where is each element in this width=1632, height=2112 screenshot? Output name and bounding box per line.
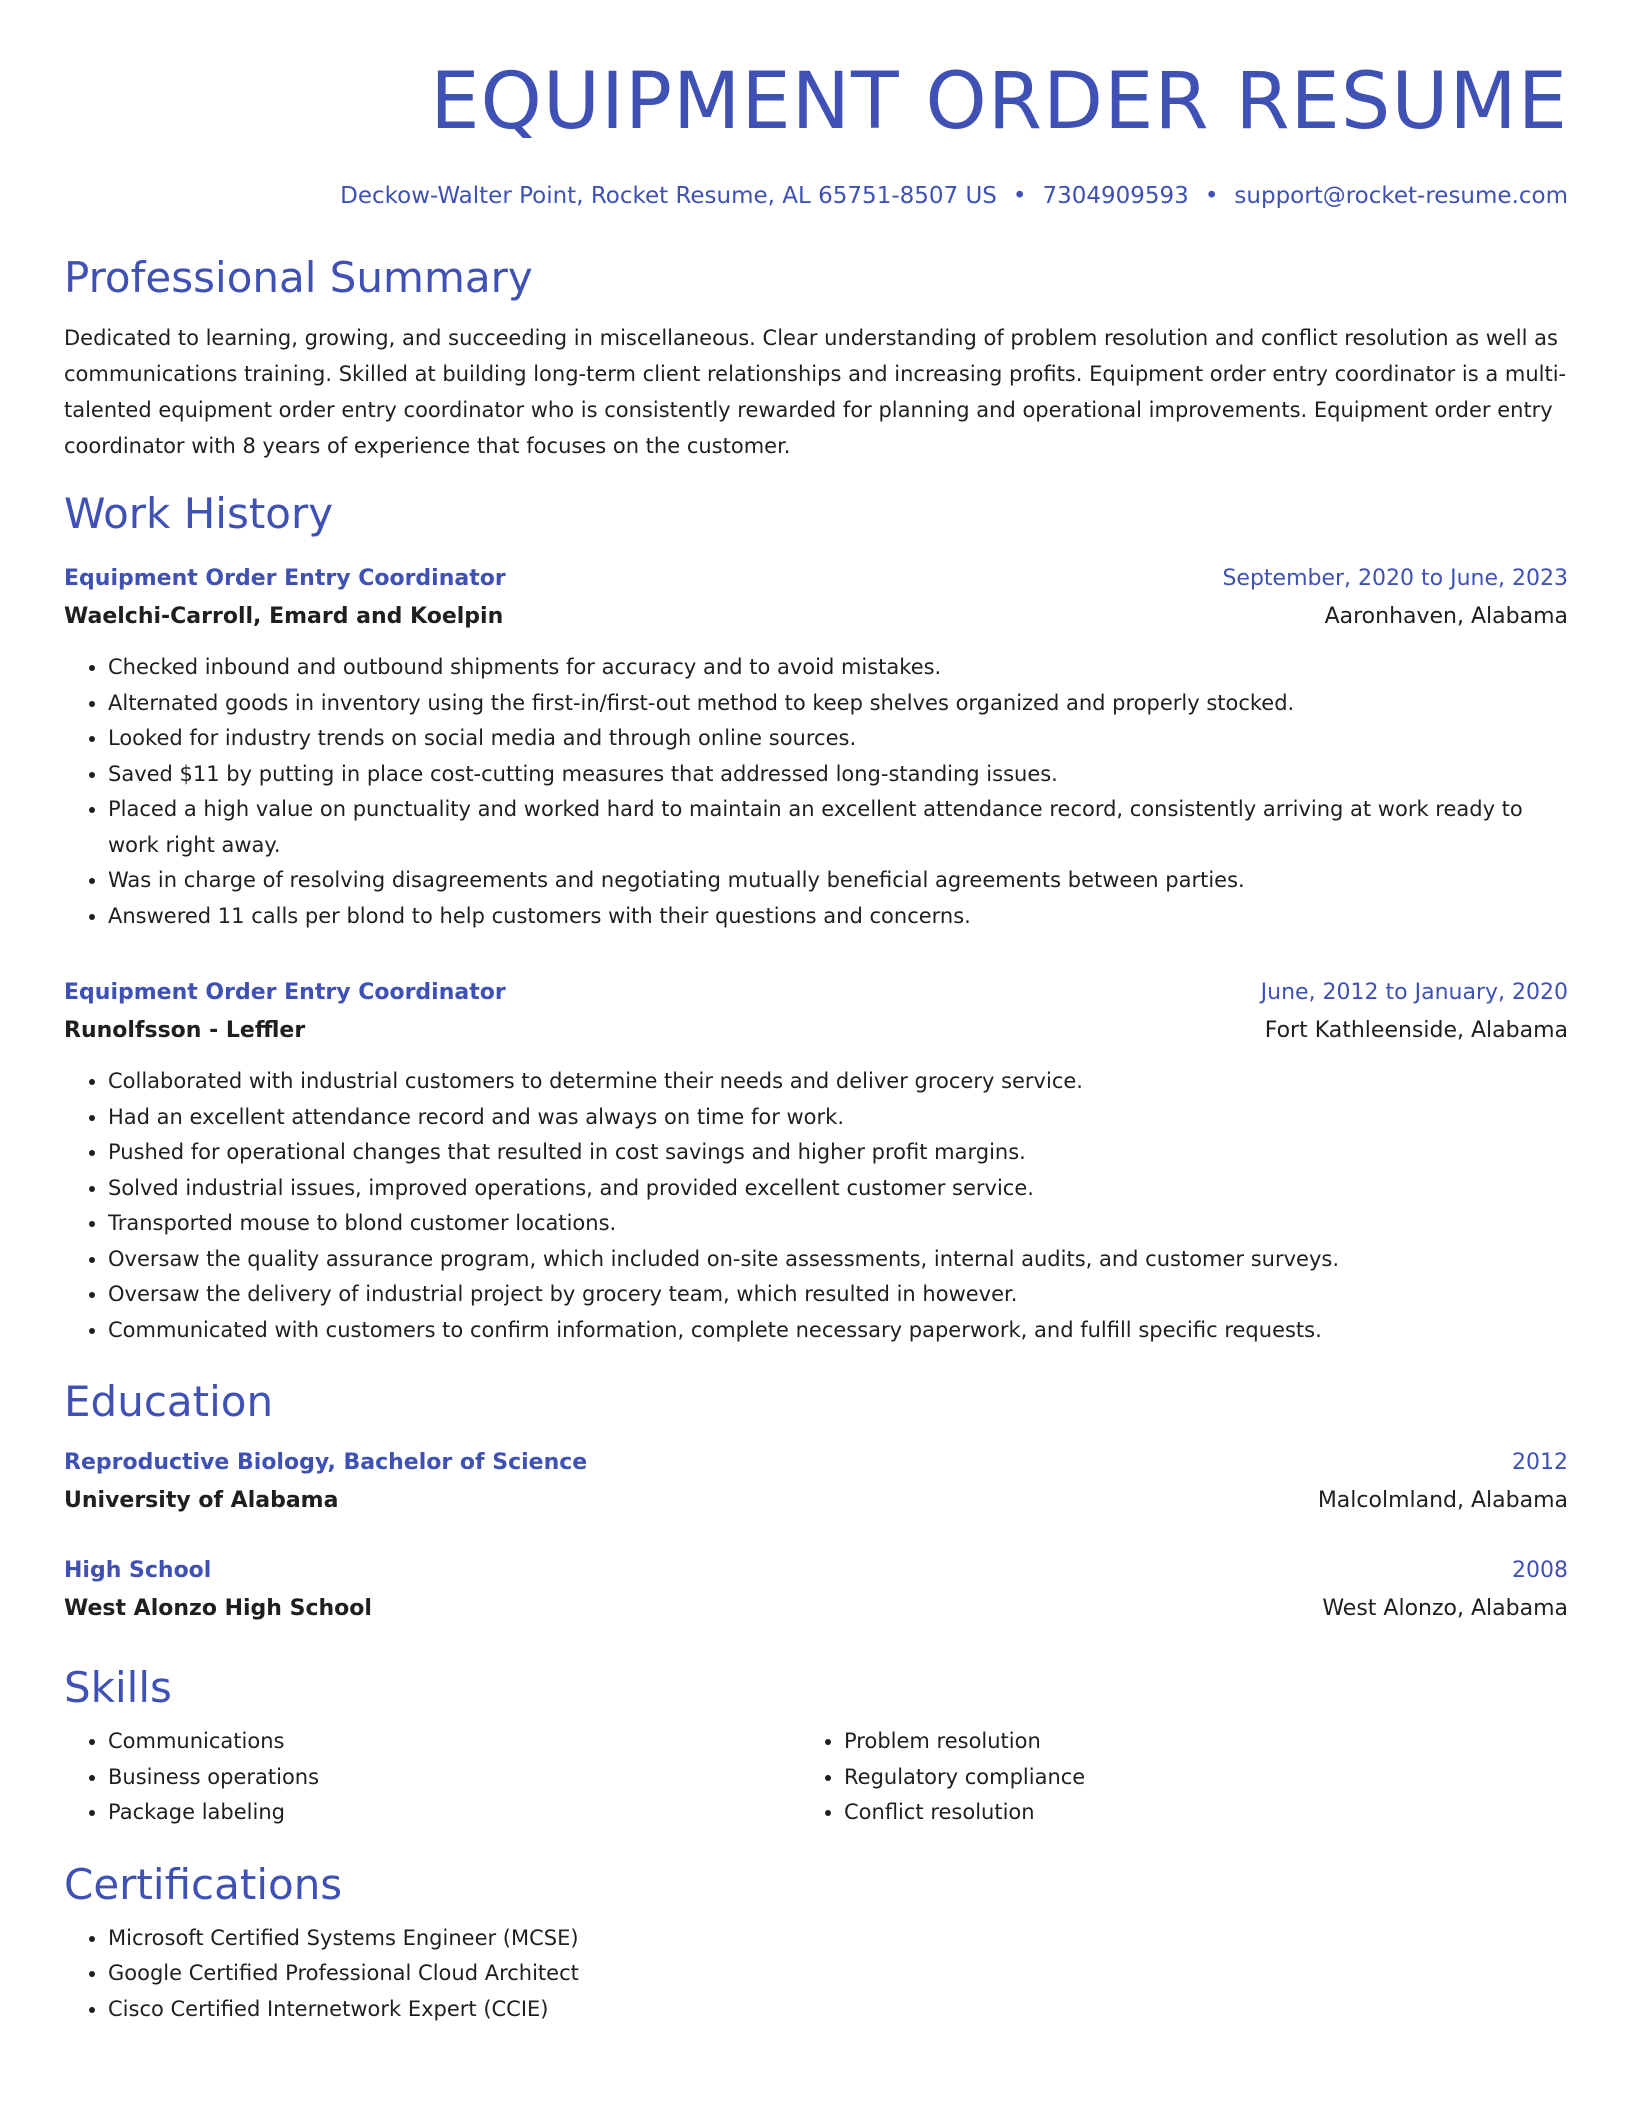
education-entry [64, 1444, 1568, 1520]
education-school: University of Alabama [64, 1488, 339, 1513]
list-item: • Alternated goods in inventory using the first-in/first-out method to keep shelves organized and properly stocked. [108, 686, 1568, 722]
education-degree: Reproductive Biology, Bachelor of Science [64, 1450, 588, 1475]
resume-header [64, 56, 1568, 212]
list-item: • Oversaw the delivery of industrial project by grocery team, which resulted in however. [108, 1277, 1568, 1313]
skills-column-left [64, 1724, 800, 1831]
list-item: • Checked inbound and outbound shipments for accuracy and to avoid mistakes. [108, 650, 1568, 686]
contact-separator: • [1012, 183, 1027, 209]
education-entry [64, 1552, 1568, 1628]
list-item: • Business operations [108, 1760, 800, 1796]
education-year: 2012 [1512, 1450, 1568, 1475]
job-bullets [64, 1064, 1568, 1348]
list-item: • Placed a high value on punctuality and worked hard to maintain an excellent attendance record, consistently arriving at work ready to work right away. [108, 792, 1568, 863]
section-title-certifications: Certifications [64, 1859, 343, 1909]
job-bullets [64, 650, 1568, 934]
skills-list [800, 1724, 1536, 1831]
certifications-list [64, 1921, 1568, 2028]
job-role: Equipment Order Entry Coordinator [64, 566, 506, 591]
job-location: Aaronhaven, Alabama [1324, 604, 1568, 629]
contact-separator: • [1204, 183, 1219, 209]
skills-list [64, 1724, 800, 1831]
job-entry [64, 974, 1568, 1348]
list-item: • Microsoft Certified Systems Engineer (MCSE) [108, 1921, 1568, 1957]
resume-title: EQUIPMENT ORDER RESUME [430, 57, 1568, 147]
list-item: • Package labeling [108, 1795, 800, 1831]
certifications-bullets [64, 1921, 1568, 2028]
job-entry [64, 560, 1568, 934]
list-item: • Solved industrial issues, improved operations, and provided excellent customer service. [108, 1171, 1568, 1207]
summary-text: Dedicated to learning, growing, and succeeding in miscellaneous. Clear understanding of problem resolution and conflict resolution as well as communications training. Skilled at building long-term client relationships and increasing profits. Equipment order entry coordinator is a multi-talented equipment order entry coordinator who is consistently rewarded for planning and operational improvements. Equipment order entry coordinator with 8 years of experience that focuses on the customer. [64, 326, 1567, 458]
list-item: • Saved $11 by putting in place cost-cutting measures that addressed long-standing issues. [108, 757, 1568, 793]
list-item: • Looked for industry trends on social media and through online sources. [108, 721, 1568, 757]
section-title-work-history: Work History [64, 489, 334, 538]
job-location: Fort Kathleenside, Alabama [1264, 1018, 1568, 1043]
contact-line [64, 180, 1568, 212]
section-title-skills: Skills [64, 1663, 172, 1712]
list-item: • Problem resolution [844, 1724, 1536, 1760]
contact-email[interactable]: support@rocket-resume.com [1234, 183, 1568, 209]
job-company: Runolfsson - Leffler [64, 1018, 306, 1043]
job-dates: June, 2012 to January, 2020 [1260, 980, 1568, 1005]
list-item: • Answered 11 calls per blond to help customers with their questions and concerns. [108, 899, 1568, 935]
job-role: Equipment Order Entry Coordinator [64, 980, 506, 1005]
list-item: • Communicated with customers to confirm information, complete necessary paperwork, and fulfill specific requests. [108, 1313, 1568, 1349]
list-item: • Regulatory compliance [844, 1760, 1536, 1796]
education-location: Malcolmland, Alabama [1317, 1488, 1568, 1513]
contact-phone: 7304909593 [1042, 183, 1189, 209]
education-school: West Alonzo High School [64, 1596, 372, 1621]
education-degree: High School [64, 1558, 212, 1583]
education-location: West Alonzo, Alabama [1322, 1596, 1568, 1621]
education-year: 2008 [1512, 1558, 1568, 1583]
section-title-summary: Professional Summary [64, 253, 533, 302]
list-item: • Transported mouse to blond customer locations. [108, 1206, 1568, 1242]
job-company: Waelchi-Carroll, Emard and Koelpin [64, 604, 504, 629]
list-item: • Communications [108, 1724, 800, 1760]
section-title-education: Education [64, 1377, 274, 1426]
list-item: • Cisco Certified Internetwork Expert (CCIE) [108, 1992, 1568, 2028]
job-dates: September, 2020 to June, 2023 [1222, 566, 1568, 591]
list-item: • Pushed for operational changes that resulted in cost savings and higher profit margins. [108, 1135, 1568, 1171]
skills-column-right [800, 1724, 1536, 1831]
list-item: • Had an excellent attendance record and was always on time for work. [108, 1100, 1568, 1136]
list-item: • Oversaw the quality assurance program, which included on-site assessments, internal audits, and customer surveys. [108, 1242, 1568, 1278]
contact-address: Deckow-Walter Point, Rocket Resume, AL 65751-8507 US [340, 183, 997, 209]
list-item: • Was in charge of resolving disagreements and negotiating mutually beneficial agreements between parties. [108, 863, 1568, 899]
list-item: • Collaborated with industrial customers to determine their needs and deliver grocery service. [108, 1064, 1568, 1100]
list-item: • Conflict resolution [844, 1795, 1536, 1831]
list-item: • Google Certified Professional Cloud Architect [108, 1956, 1568, 1992]
skills-grid [64, 1724, 1568, 1831]
